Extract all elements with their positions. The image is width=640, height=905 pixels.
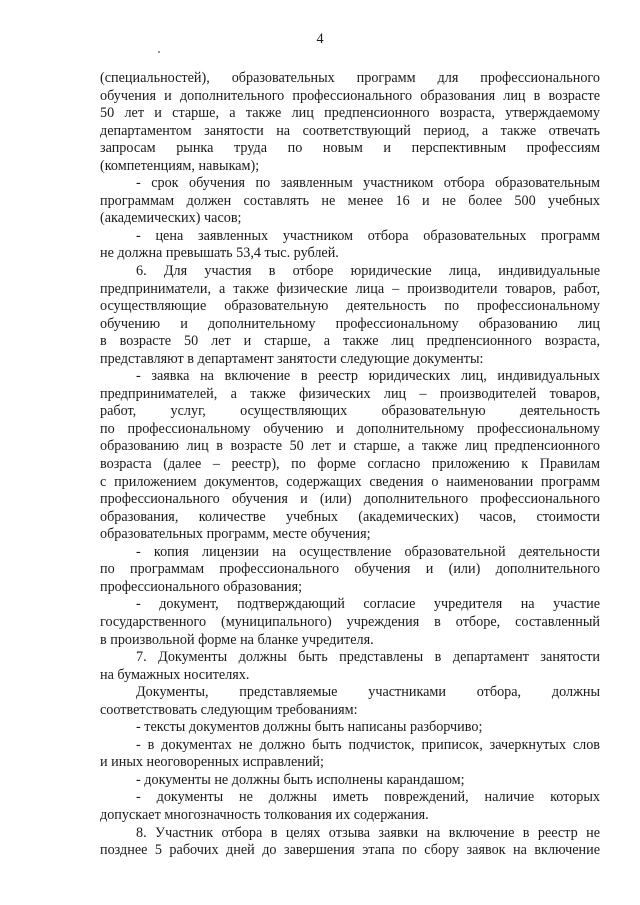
text-line: запросам рынка труда по новым и перспективным профессиям	[100, 140, 600, 157]
text-line: обучения и дополнительного профессионального образования лиц в возрасте	[100, 87, 600, 104]
text-line: (компетенциям, навыкам);	[100, 157, 260, 174]
text-line: профессионального обучения и (или) дополнительного профессионального	[100, 491, 600, 508]
text-line: допускает многозначность толкования их содержания.	[100, 806, 429, 823]
text-line: департаментом занятости на соответствующий период, а также отвечать	[100, 122, 600, 139]
text-line: 6. Для участия в отборе юридические лица, индивидуальные	[136, 263, 600, 280]
document-body	[100, 70, 600, 860]
text-line: 7. Документы должны быть представлены в департамент занятости	[136, 649, 600, 666]
text-line: Документы, представляемые участниками отбора, должны	[136, 684, 600, 701]
text-line: - в документах не должно быть подчисток, приписок, зачеркнутых слов	[136, 736, 600, 753]
text-line: представляют в департамент занятости следующие документы:	[100, 350, 484, 367]
text-line: - тексты документов должны быть написаны разборчиво;	[136, 719, 483, 736]
text-line: возраста (далее – реестр), по форме согласно приложению к Правилам	[100, 456, 600, 473]
text-line: - документы не должны быть исполнены карандашом;	[136, 771, 465, 788]
text-line: осуществляющие образовательную деятельность по профессиональному	[100, 298, 600, 315]
text-line: (академических) часов;	[100, 210, 242, 227]
text-line: обучению и дополнительному профессиональному образованию лиц	[100, 315, 600, 332]
text-line: с приложением документов, содержащих сведения о наименовании программ	[100, 473, 600, 490]
text-line: образованию лиц в возрасте 50 лет и старше, а также лиц предпенсионного	[100, 438, 600, 455]
text-line: государственного (муниципального) учреждения в отборе, составленный	[100, 613, 600, 630]
text-line: программам должен составлять не менее 16 и не более 500 учебных	[100, 192, 600, 209]
text-line: 8. Участник отбора в целях отзыва заявки на включение в реестр не	[136, 824, 600, 841]
text-line: соответствовать следующим требованиям:	[100, 701, 358, 718]
page-number: 4	[316, 31, 324, 47]
text-line: (специальностей), образовательных программ для профессионального	[100, 70, 600, 86]
text-line: позднее 5 рабочих дней до завершения этапа по сбору заявок на включение	[100, 842, 600, 859]
text-line: предприниматели, а также физические лица – производители товаров, работ,	[100, 280, 600, 297]
text-line: работ, услуг, осуществляющих образовательную деятельность	[100, 403, 600, 420]
text-line: - срок обучения по заявленным участником отбора образовательным	[136, 175, 600, 192]
text-line: образовательных программ, месте обучения;	[100, 526, 371, 543]
text-line: - копия лицензии на осуществление образовательной деятельности	[136, 543, 600, 560]
text-line: образования, количестве учебных (академических) часов, стоимости	[100, 508, 600, 525]
text-line: профессионального образования;	[100, 578, 303, 595]
text-line: по программам профессионального обучения и (или) дополнительного	[100, 561, 600, 578]
text-line: - цена заявленных участником отбора образовательных программ	[136, 227, 600, 244]
text-line: не должна превышать 53,4 тыс. рублей.	[100, 245, 339, 262]
text-line: в возрасте 50 лет и старше, а также лиц предпенсионного возраста,	[100, 333, 600, 350]
text-line: предпринимателей, а также физических лиц – производителей товаров,	[100, 385, 600, 402]
text-line: и иных неоговоренных исправлений;	[100, 754, 324, 771]
text-line: на бумажных носителях.	[100, 666, 250, 683]
text-line: - документ, подтверждающий согласие учредителя на участие	[136, 596, 600, 613]
text-line: в произвольной форме на бланке учредителя.	[100, 631, 374, 648]
text-line: 50 лет и старше, а также лиц предпенсионного возраста, утверждаемому	[100, 105, 600, 122]
text-line: - заявка на включение в реестр юридических лиц, индивидуальных	[136, 368, 600, 385]
text-line: - документы не должны иметь повреждений, наличие которых	[136, 789, 600, 806]
text-line: по профессиональному обучению и дополнительному профессиональному	[100, 420, 600, 437]
scan-speck	[158, 51, 160, 53]
